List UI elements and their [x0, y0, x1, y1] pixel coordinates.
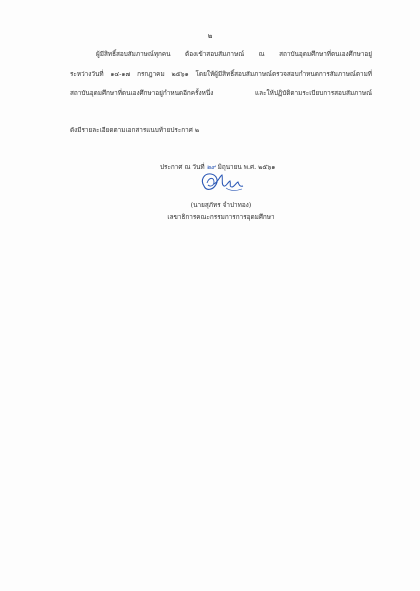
signature — [198, 170, 248, 196]
body-line-4: ดังมีรายละเอียดตามเอกสารแนบท้ายประกาศ ๒ — [70, 126, 200, 134]
announcement-prefix: ประกาศ ณ วันที่ — [160, 163, 205, 171]
signer-name: (นายสุภัทร จำปาทอง) — [190, 201, 252, 209]
announcement-day: ๒๙ — [206, 163, 216, 171]
signer-title: เลขาธิการคณะกรรมการการอุดมศึกษา — [167, 213, 275, 221]
body-line-1: ผู้มีสิทธิ์สอบสัมภาษณ์ทุกคน ต้องเข้าสอบสัมภาษณ์ ณ สถาบันอุดมศึกษาที่ตนเองศึกษาอยู่ — [96, 50, 372, 58]
body-line-3: สถาบันอุดมศึกษาที่ตนเองศึกษาอยู่กำหนดอีกครั้งหนึ่ง และให้ปฏิบัติตามระเบียบการสอบสัมภาษณ์ — [70, 89, 372, 97]
announcement-suffix: มิถุนายน พ.ศ. ๒๕๖๑ — [217, 163, 276, 171]
page-number: ๒ — [207, 32, 213, 40]
body-line-2: ระหว่างวันที่ ๑๔-๑๗ กรกฎาคม ๒๕๖๑ โดยให้ผู้มีสิทธิ์สอบสัมภาษณ์ตรวจสอบกำหนดการสัมภาษณ์ตามที่ — [70, 70, 372, 78]
